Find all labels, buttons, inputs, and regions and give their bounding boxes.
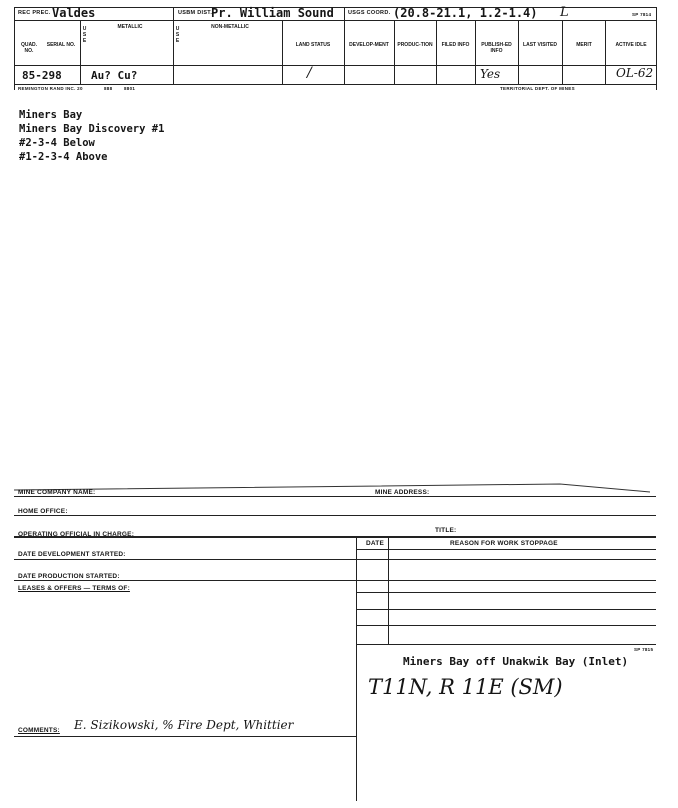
comments-label: COMMENTS: — [18, 727, 60, 734]
card-left-rule — [14, 7, 15, 90]
notes-block — [19, 108, 164, 164]
note-line: Miners Bay — [19, 109, 83, 121]
note-line: #1-2-3-4 Above — [19, 151, 108, 163]
printer-imprint: REMINGTON RAND INC. 20 — [18, 86, 83, 91]
usbm-dist-label: USBM DIST. — [178, 10, 213, 16]
data-row-rule — [14, 84, 656, 85]
published-info-value: Yes — [480, 67, 501, 81]
col-last-visited: LAST VISITED — [523, 42, 557, 48]
imprint-mark-b: 8801 — [124, 86, 136, 91]
rec-prec-label: REC PREC. — [18, 10, 51, 16]
col-filed-info: FILED INFO — [441, 42, 470, 48]
col-serial-no: SERIAL NO. — [46, 42, 76, 48]
header-row-rule — [14, 20, 656, 21]
land-status-mark: / — [307, 65, 312, 81]
form-divider — [356, 536, 357, 801]
rec-prec-value: Valdes — [52, 6, 96, 20]
col-development: DEVELOP-MENT — [349, 42, 389, 48]
form-number-2: SP 7815 — [634, 647, 654, 652]
col-use-non-metallic: USE — [175, 26, 180, 44]
card-right-rule — [656, 7, 657, 90]
col-published-info: PUBLISH-ED INFO — [481, 42, 512, 54]
col-non-metallic: NON-METALLIC — [211, 24, 249, 30]
operating-official-label: OPERATING OFFICIAL IN CHARGE: — [18, 531, 135, 538]
corner-mark: L — [560, 5, 569, 20]
comments-value: E. Sizikowski, % Fire Dept, Whittier — [74, 718, 294, 732]
title-label: TITLE: — [435, 527, 457, 534]
imprint-mark-a: 888 — [104, 86, 113, 91]
date-dev-started-label: DATE DEVELOPMENT STARTED: — [18, 551, 126, 558]
col-use-metallic: USE — [82, 26, 87, 44]
metallic-value: Au? Cu? — [91, 69, 138, 82]
usgs-coord-value: (20.8-21.1, 1.2-1.4) — [393, 6, 538, 20]
territorial-dept-imprint: TERRITORIAL DEPT. OF MINES — [500, 86, 575, 91]
mine-address-label: MINE ADDRESS: — [375, 489, 430, 496]
column-header-rule — [14, 65, 656, 66]
note-line: Miners Bay Discovery #1 — [19, 123, 165, 135]
reason-col-header: REASON FOR WORK STOPPAGE — [450, 540, 558, 547]
location-handwritten: T11N, R 11E (SM) — [368, 675, 563, 699]
note-line: #2-3-4 Below — [19, 137, 95, 149]
col-metallic: METALLIC — [117, 24, 143, 30]
col-merit: MERIT — [576, 42, 592, 48]
col-production: PRODUC-TION — [397, 42, 433, 48]
date-prod-started-label: DATE PRODUCTION STARTED: — [18, 573, 120, 580]
location-typed: Miners Bay off Unakwik Bay (Inlet) — [403, 655, 629, 668]
active-idle-value: OL-62 — [616, 66, 654, 80]
quad-serial-value: 85-298 — [22, 69, 62, 82]
usgs-coord-label: USGS COORD. — [348, 10, 391, 16]
col-land-status: LAND STATUS — [295, 42, 331, 48]
col-quad-no: QUAD. NO. — [20, 42, 38, 54]
mine-company-name-label: MINE COMPANY NAME: — [18, 489, 96, 496]
leases-label: LEASES & OFFERS — TERMS OF: — [18, 585, 130, 592]
usbm-dist-value: Pr. William Sound — [211, 6, 334, 20]
date-col-header: DATE — [366, 540, 385, 547]
home-office-label: HOME OFFICE: — [18, 508, 68, 515]
form-number: SP 7814 — [632, 12, 652, 17]
col-active-idle: ACTIVE IDLE — [615, 42, 647, 48]
